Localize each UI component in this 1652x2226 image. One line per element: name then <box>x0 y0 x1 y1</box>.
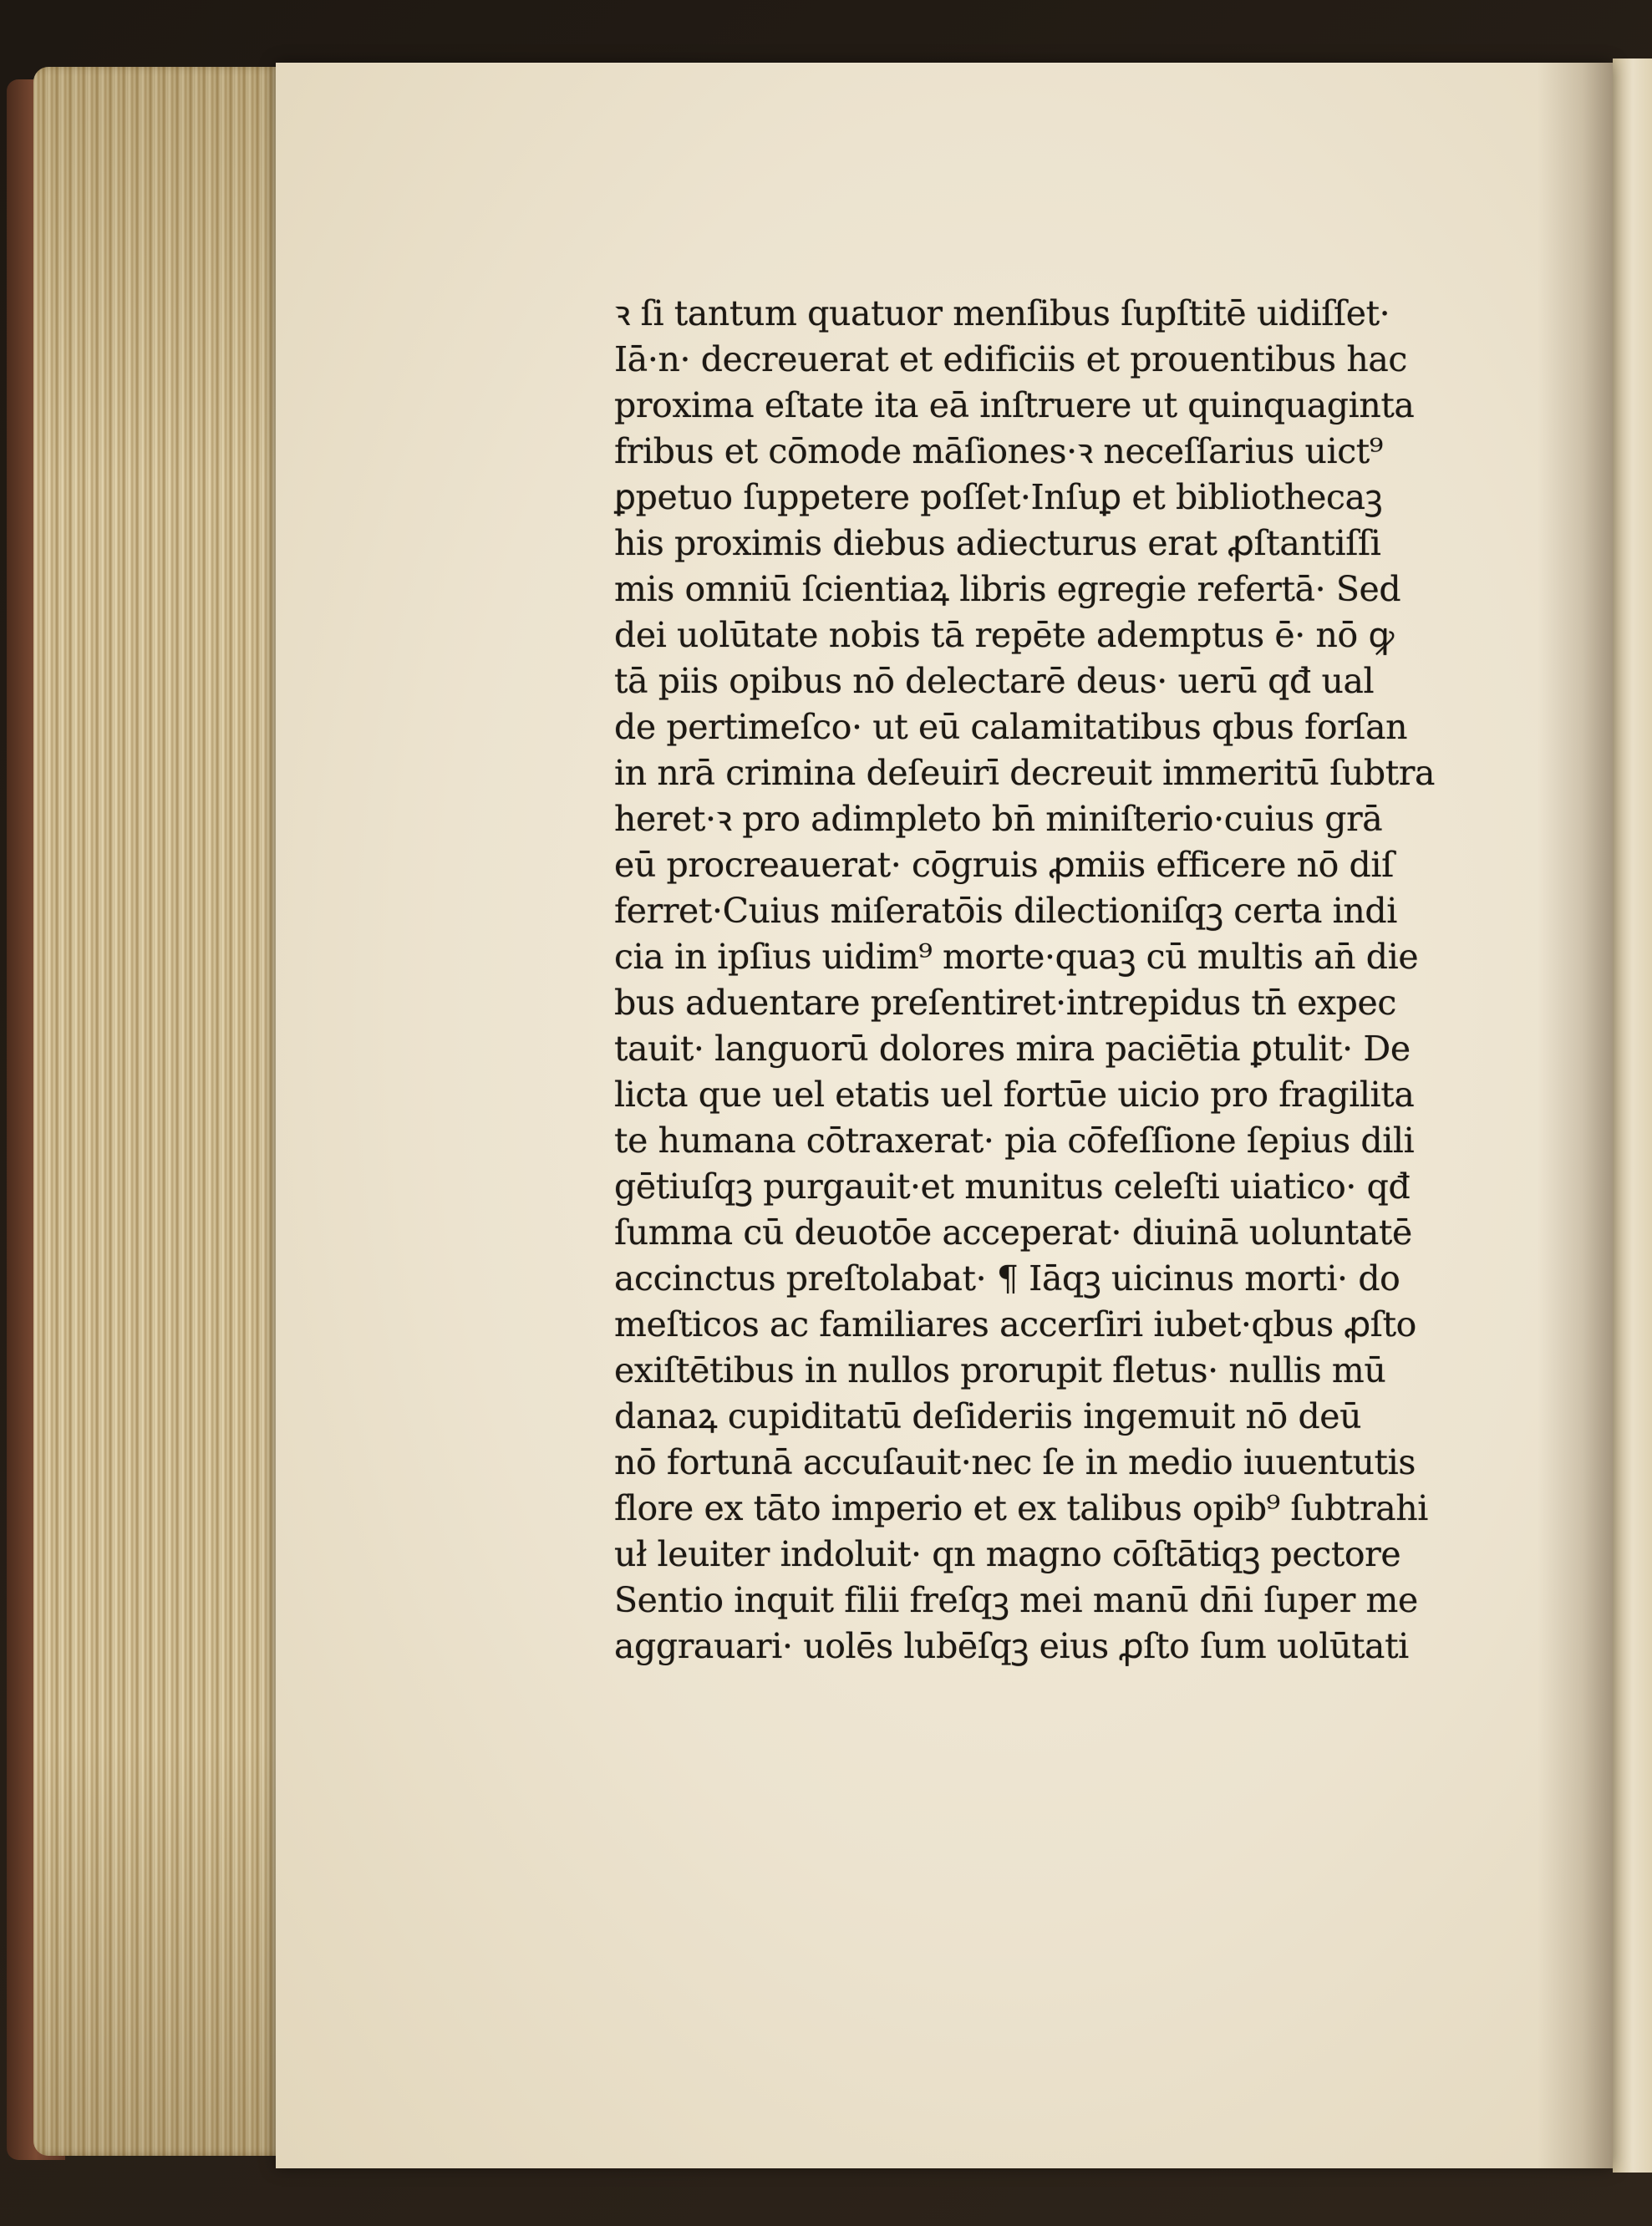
text-line: heret·ꝛ pro adimpleto bn̄ miniſterio·cuius grā <box>614 799 1383 839</box>
text-line: dei uolūtate nobis tā repēte ademptus ē· nō ꝙ <box>614 615 1394 655</box>
text-line: gētiuſqꝫ purgauit·et munitus celeſti uiatico· qđ <box>614 1166 1411 1207</box>
text-line: Sentio inquit filii freſqꝫ mei manū dn̄i ſuper me <box>614 1580 1418 1620</box>
text-line: de pertimeſco· ut eū calamitatibus qbus forſan <box>614 707 1408 747</box>
text-line: cia in ipſius uidim⁹ morte·quaꝫ cū multis an̄ die <box>614 937 1419 977</box>
text-line: nō fortunā accuſauit·nec ſe in medio iuuentutis <box>614 1442 1416 1482</box>
text-line: ꝑpetuo ſuppetere poſſet·Inſuꝑ et bibliothecaꝫ <box>614 477 1383 517</box>
text-line: mis omniū ſcientiaꝝ libris egregie refertā· Sed <box>614 569 1401 609</box>
text-line: proxima eſtate ita eā inſtruere ut quinquaginta <box>614 385 1415 425</box>
text-line: meſticos ac familiares accerſiri iubet·qbus ꝓſto <box>614 1304 1416 1344</box>
text-line: uł leuiter indoluit· qn magno cōſtātiqꝫ pectore <box>614 1534 1401 1574</box>
text-line: tauit· languorū dolores mira paciētia ꝑtulit· De <box>614 1029 1411 1069</box>
text-line: aggrauari· uolēs lubēſqꝫ eius ꝓſto ſum uolūtati <box>614 1626 1409 1666</box>
text-line: danaꝝ cupiditatū deſideriis ingemuit nō deū <box>614 1396 1362 1436</box>
text-line: eū procreauerat· cōgruis ꝓmiis efficere nō diſ <box>614 845 1394 885</box>
text-line: tā piis opibus nō delectarē deus· uerū qđ ual <box>614 661 1375 701</box>
text-line: te humana cōtraxerat· pia cōfeſſione ſepius dili <box>614 1121 1415 1161</box>
text-line: ſumma cū deuotōe acceperat· diuinā uoluntatē <box>614 1212 1412 1253</box>
text-line: licta que uel etatis uel fortūe uicio pro fragilita <box>614 1075 1415 1115</box>
text-block <box>614 291 1500 1670</box>
text-line: in nrā crimina deſeuirī decreuit immeritū ſubtra <box>614 753 1436 793</box>
stacked-page-edges <box>33 67 284 2156</box>
gutter-shadow <box>1538 63 1613 2168</box>
text-line: fribus et cōmode māſiones·ꝛ neceſſarius uict⁹ <box>614 431 1383 471</box>
text-line: ꝛ ſi tantum quatuor menſibus ſupſtitē uidiſſet· <box>614 293 1390 333</box>
text-line: accinctus preſtolabat· ¶ Iāqꝫ uicinus morti· do <box>614 1258 1400 1298</box>
text-line: ferret·Cuius miſeratōis dilectioniſqꝫ certa indi <box>614 891 1397 931</box>
text-line: his proximis diebus adiecturus erat ꝓſtantiſſi <box>614 523 1381 563</box>
text-line: exiſtētibus in nullos prorupit fletus· nullis mū <box>614 1350 1386 1390</box>
text-line: Iā·n· decreuerat et edificiis et prouentibus hac <box>614 339 1407 379</box>
facing-page-edge <box>1613 58 1652 2173</box>
text-line: flore ex tāto imperio et ex talibus opib⁹ ſubtrahi <box>614 1488 1429 1528</box>
text-line: bus aduentare preſentiret·intrepidus tn̄ expec <box>614 983 1396 1023</box>
